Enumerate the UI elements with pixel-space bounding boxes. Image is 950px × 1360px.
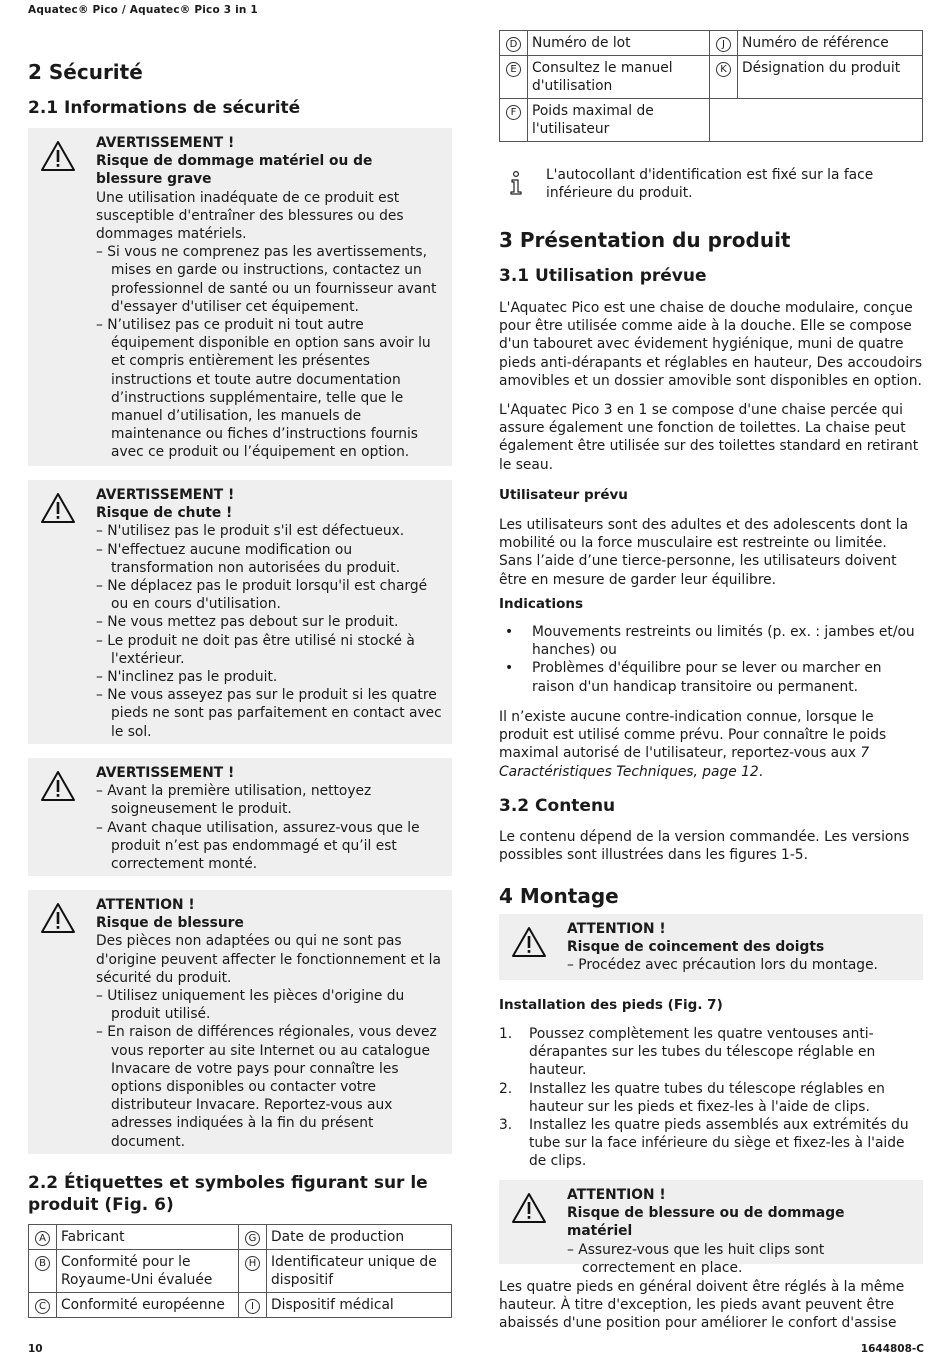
warning-subtitle: Risque de chute ! [96,505,233,522]
indications-list [499,623,923,696]
step-item [499,1025,923,1080]
heading-contents: 3.2 Contenu [499,796,616,816]
caution-text: Des pièces non adaptées ou qui ne sont pas d'origine peuvent affecter le fonctionnement et la sécurité du produit. [96,933,441,986]
warning-triangle-icon [40,492,76,524]
warning-box-cleaning [28,758,452,876]
symbol-label: Numéro de lot [528,31,710,56]
caution-subtitle: Risque de coincement des doigts [567,939,825,956]
symbols-table-left [28,1224,452,1318]
info-icon [507,170,525,196]
symbol-letter-icon: A [35,1231,50,1246]
running-head: Aquatec® Pico / Aquatec® Pico 3 in 1 [28,4,258,16]
paragraph-usage-1: L'Aquatec Pico est une chaise de douche modulaire, conçue pour être utilisée comme aide à la douche. Elle se compose d'un tabouret avec évidement hygiénique, muni de quatre pieds anti-dérapants et réglables en hauteur, Des accoudoirs amovibles et un dossier amovible sont disponibles en option. [499,300,923,389]
installation-steps [499,1025,923,1171]
step-item [499,1116,923,1171]
warning-box-damage [28,128,452,466]
table-row [29,1293,452,1318]
warning-title: AVERTISSEMENT ! [96,487,235,503]
warning-item: – Ne vous mettez pas debout sur le produit. [96,614,399,631]
step-text: Installez les quatre tubes du télescope réglables en hauteur sur les pieds et fixez-les à l'aide de clips. [529,1080,885,1115]
step-text: Installez les quatre pieds assemblés aux extrémités du tube sur la face inférieure du siège et fixez-les à l'aide de clips. [529,1117,909,1170]
paragraph-usage-2: L'Aquatec Pico 3 en 1 se compose d'une chaise percée qui assure également une fonction de toilettes. La chaise peut également être utilisée sur des toilettes standard en retirant le seau. [499,402,919,473]
heading-intended-user: Utilisateur prévu [499,487,628,503]
caution-title: ATTENTION ! [567,921,666,937]
caution-subtitle: Risque de blessure [96,915,244,932]
symbol-letter-icon: F [506,105,521,120]
page-number: 10 [28,1343,43,1355]
empty-cell [710,99,923,142]
caution-item: – En raison de différences régionales, vous devez vous reporter au site Internet ou au catalogue Invacare de votre pays pour connaître les options disponibles ou contacter votre distributeur Invacare. Reportez-vous aux adresses indiquées à la fin du présent document. [96,1024,437,1150]
table-row [500,56,923,99]
table-row [500,31,923,56]
step-item [499,1080,923,1116]
warning-triangle-icon [511,926,547,958]
paragraph-intended-user: Les utilisateurs sont des adultes et des adolescents dont la mobilité ou la force musculaire est restreinte ou limitée. Sans l’aide d’une tierce-personne, les utilisateurs doivent être en mesure de garder leur équilibre. [499,517,909,588]
heading-indications: Indications [499,596,584,612]
warning-triangle-icon [40,140,76,172]
paragraph-feet-height: Les quatre pieds en général doivent être réglés à la même hauteur. À titre d'exception, les pieds avant peuvent être abaissés d'une position pour améliorer le confort d'assise [499,1279,905,1332]
warning-box-fall [28,480,452,744]
warning-item: – N'utilisez pas le produit s'il est défectueux. [96,523,405,540]
warning-item: – Le produit ne doit pas être utilisé ni stocké à l'extérieur. [96,632,415,667]
symbol-label: Dispositif médical [267,1293,452,1318]
symbol-label: Date de production [267,1225,452,1250]
caution-title: ATTENTION ! [96,897,195,913]
step-number: 1. [499,1026,513,1042]
step-number: 2. [499,1080,513,1097]
symbol-label: Identificateur unique de dispositif [267,1250,452,1293]
caution-title: ATTENTION ! [567,1187,666,1203]
warning-text: Une utilisation inadéquate de ce produit est susceptible d'entraîner des blessures ou des dommages matériels. [96,189,404,243]
symbol-letter-icon: B [35,1256,50,1271]
symbols-table-right [499,30,923,142]
symbol-letter-icon: I [245,1299,260,1314]
warning-item: – Avant la première utilisation, nettoyez soigneusement le produit. [96,783,372,818]
heading-labels-symbols: 2.2 Étiquettes et symboles figurant sur le produit (Fig. 6) [28,1173,428,1215]
warning-item: – Avant chaque utilisation, assurez-vous que le produit n’est pas endommagé et qu’il est correctement monté. [96,819,420,873]
heading-install-feet: Installation des pieds (Fig. 7) [499,997,723,1013]
warning-triangle-icon [40,770,76,802]
cross-reference-link[interactable]: 7 Caractéristiques Techniques, page 12 [499,745,870,780]
warning-triangle-icon [40,902,76,934]
warning-subtitle: Risque de dommage matériel ou de blessure grave [96,153,373,188]
symbol-letter-icon: D [506,37,521,52]
caution-item: – Procédez avec précaution lors du montage. [567,957,878,974]
heading-safety-info: 2.1 Informations de sécurité [28,98,301,118]
symbol-letter-icon: E [506,62,521,77]
warning-triangle-icon [511,1192,547,1224]
heading-presentation: 3 Présentation du produit [499,228,791,252]
list-item: • Mouvements restreints ou limités (p. ex. : jambes et/ou hanches) ou [499,623,923,659]
info-note: L'autocollant d'identification est fixé sur la face inférieure du produit. [546,167,874,202]
symbol-label: Conformité pour le Royaume-Uni évaluée [57,1250,239,1293]
symbol-letter-icon: K [716,62,731,77]
symbol-label: Désignation du produit [738,56,923,99]
symbol-letter-icon: C [35,1299,50,1314]
table-row [29,1225,452,1250]
caution-box-clips [499,1180,923,1276]
warning-item: – Ne déplacez pas le produit lorsqu'il est chargé ou en cours d'utilisation. [96,578,428,613]
symbol-label: Poids maximal de l'utilisateur [528,99,710,142]
caution-item: – Assurez-vous que les huit clips sont correctement en place. [567,1241,825,1276]
caution-box-pinch [499,914,923,980]
caution-box-injury [28,890,452,1154]
table-row [500,99,923,142]
symbol-letter-icon: H [245,1256,260,1271]
heading-securite: 2 Sécurité [28,60,143,84]
warning-item: – N’utilisez pas ce produit ni tout autre équipement disponible en option sans avoir lu et compris entièrement les présentes instructions et toute autre documentation d’instructions supplémentaire, telle que le manuel d’utilisation, les manuels de maintenance ou fiches d’instructions fournis avec ce produit ou l’équipement en option. [96,317,431,461]
symbol-letter-icon: G [245,1231,260,1246]
symbol-label: Numéro de référence [738,31,923,56]
paragraph-contraindications [499,708,923,781]
table-row [29,1250,452,1293]
warning-item: – N'inclinez pas le produit. [96,669,278,686]
paragraph-contents: Le contenu dépend de la version commandée. Les versions possibles sont illustrées dans les figures 1-5. [499,829,910,864]
symbol-label: Fabricant [57,1225,239,1250]
warning-title: AVERTISSEMENT ! [96,135,235,151]
symbol-letter-icon: J [716,37,731,52]
step-number: 3. [499,1117,513,1134]
warning-item: – Si vous ne comprenez pas les avertissements, mises en garde ou instructions, contactez un professionnel de santé ou un fournisseur avant d'essayer d'utiliser cet équipement. [96,244,437,315]
step-text: Poussez complètement les quatre ventouses anti-dérapantes sur les tubes du télescope réglable en hauteur. [529,1026,876,1079]
symbol-label: Conformité européenne [57,1293,239,1318]
symbol-label: Consultez le manuel d'utilisation [528,56,710,99]
caution-subtitle: Risque de blessure ou de dommage matériel [567,1205,845,1240]
contra-text: Il n’existe aucune contre-indication connue, lorsque le produit est utilisé comme prévu. Pour connaître le poids maximal autorisé de l'utilisateur, reportez-vous aux [499,709,887,762]
heading-usage: 3.1 Utilisation prévue [499,266,707,286]
warning-item: – Ne vous asseyez pas sur le produit si les quatre pieds ne sont pas parfaitement en contact avec le sol. [96,687,442,740]
heading-montage: 4 Montage [499,884,619,908]
list-item: • Problèmes d'équilibre pour se lever ou marcher en raison d'un handicap transitoire ou permanent. [499,659,923,695]
warning-item: – N'effectuez aucune modification ou transformation non autorisées du produit. [96,541,401,576]
caution-item: – Utilisez uniquement les pièces d'origine du produit utilisé. [96,988,405,1023]
warning-title: AVERTISSEMENT ! [96,765,235,781]
contra-text-end: . [758,763,764,780]
document-code: 1644808-C [860,1343,924,1355]
